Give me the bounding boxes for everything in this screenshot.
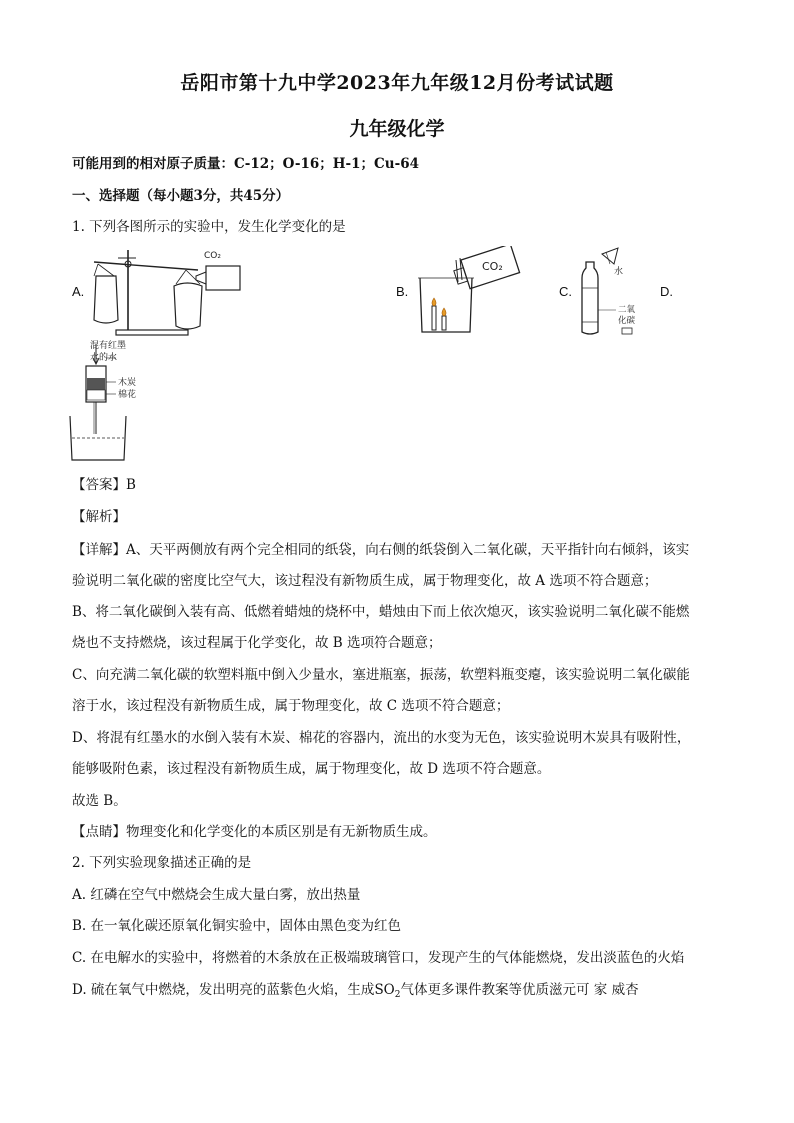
figure-c-co2-label-line2: 化碳 (618, 316, 636, 326)
q2-option-a: A. 红磷在空气中燃烧会生成大量白雾，放出热量 (72, 887, 361, 903)
q2-option-d (72, 978, 639, 1000)
section-one-heading: 一、选择题（每小题3分，共45分） (72, 188, 290, 204)
q1-option-a-label: A. (72, 284, 85, 299)
q2-option-b: B. 在一氧化碳还原氧化铜实验中，固体由黑色变为红色 (72, 918, 402, 934)
figure-c-plastic-bottle (574, 244, 644, 340)
figure-b-co2-label: CO₂ (482, 260, 503, 273)
figure-d-label-cotton: 棉花 (118, 390, 137, 400)
q1-detail-line: 验说明二氧化碳的密度比空气大，该过程没有新物质生成，属于物理变化，故 A 选项不符合题意； (72, 573, 658, 589)
figure-d-label-line1: 混有红墨 (90, 341, 127, 351)
q2-option-d-suffix: 气体更多课件教案等优质滋元可 家 威杏 (400, 982, 639, 998)
q1-analysis-label: 【解析】 (72, 509, 126, 525)
q2-option-c: C. 在电解水的实验中，将燃着的木条放在正极端玻璃管口，发现产生的气体能燃烧，发出淡蓝色的火焰 (72, 950, 685, 966)
q1-option-b-label: B. (396, 284, 409, 299)
figure-a-balance (88, 246, 248, 338)
figure-d-label-line2: 水的水 (90, 353, 118, 363)
q2-stem: 2. 下列实验现象描述正确的是 (72, 855, 252, 871)
atomic-mass-note: 可能用到的相对原子质量：C-12；O-16；H-1；Cu-64 (72, 156, 419, 172)
q1-option-c-label: C. (559, 284, 572, 299)
q1-detail-line: D、将混有红墨水的水倒入装有木炭、棉花的容器内，流出的水变为无色，该实验说明木炭具有吸附性， (72, 730, 691, 746)
figure-a-co2-label: CO₂ (204, 251, 221, 261)
figure-b-candles (412, 246, 532, 338)
q1-detail-line: B、将二氧化碳倒入装有高、低燃着蜡烛的烧杯中，蜡烛由下而上依次熄灭，该实验说明二氧化碳不能燃 (72, 604, 690, 620)
q1-detail-line: 【详解】A、天平两侧放有两个完全相同的纸袋，向右侧的纸袋倒入二氧化碳，天平指针向右倾斜，该实 (72, 542, 690, 558)
q1-detail-line: 溶于水，该过程没有新物质生成，属于物理变化，故 C 选项不符合题意； (72, 698, 510, 714)
q2-option-d-formula: SO (374, 982, 395, 998)
q1-detail-line: C、向充满二氧化碳的软塑料瓶中倒入少量水，塞进瓶塞，振荡，软塑料瓶变瘪，该实验说明二氧化碳能 (72, 667, 690, 683)
figure-c-water-label: 水 (614, 267, 624, 277)
exam-title: 岳阳市第十九中学2023年九年级12月份考试试题 (180, 72, 614, 94)
figure-c-co2-label-line1: 二氧 (618, 305, 636, 315)
q2-option-d-prefix: D. 硫在氧气中燃烧，发出明亮的蓝紫色火焰，生成 (72, 982, 375, 998)
q1-detail-line: 能够吸附色素，该过程没有新物质生成，属于物理变化，故 D 选项不符合题意。 (72, 761, 551, 777)
q1-detail-line: 烧也不支持燃烧，该过程属于化学变化，故 B 选项符合题意； (72, 635, 442, 651)
q1-stem: 1. 下列各图所示的实验中，发生化学变化的是 (72, 219, 346, 235)
figure-d-label-charcoal: 木炭 (118, 378, 137, 388)
q1-detail-line: 故选 B。 (72, 793, 127, 809)
q1-comment: 【点睛】物理变化和化学变化的本质区别是有无新物质生成。 (72, 824, 437, 840)
q1-option-d-label: D. (660, 284, 673, 299)
q1-answer: 【答案】B (72, 477, 136, 493)
exam-subtitle: 九年级化学 (349, 118, 445, 140)
figure-d-filter (64, 338, 174, 468)
q2-option-d-formula-subscript: 2 (394, 990, 401, 1000)
